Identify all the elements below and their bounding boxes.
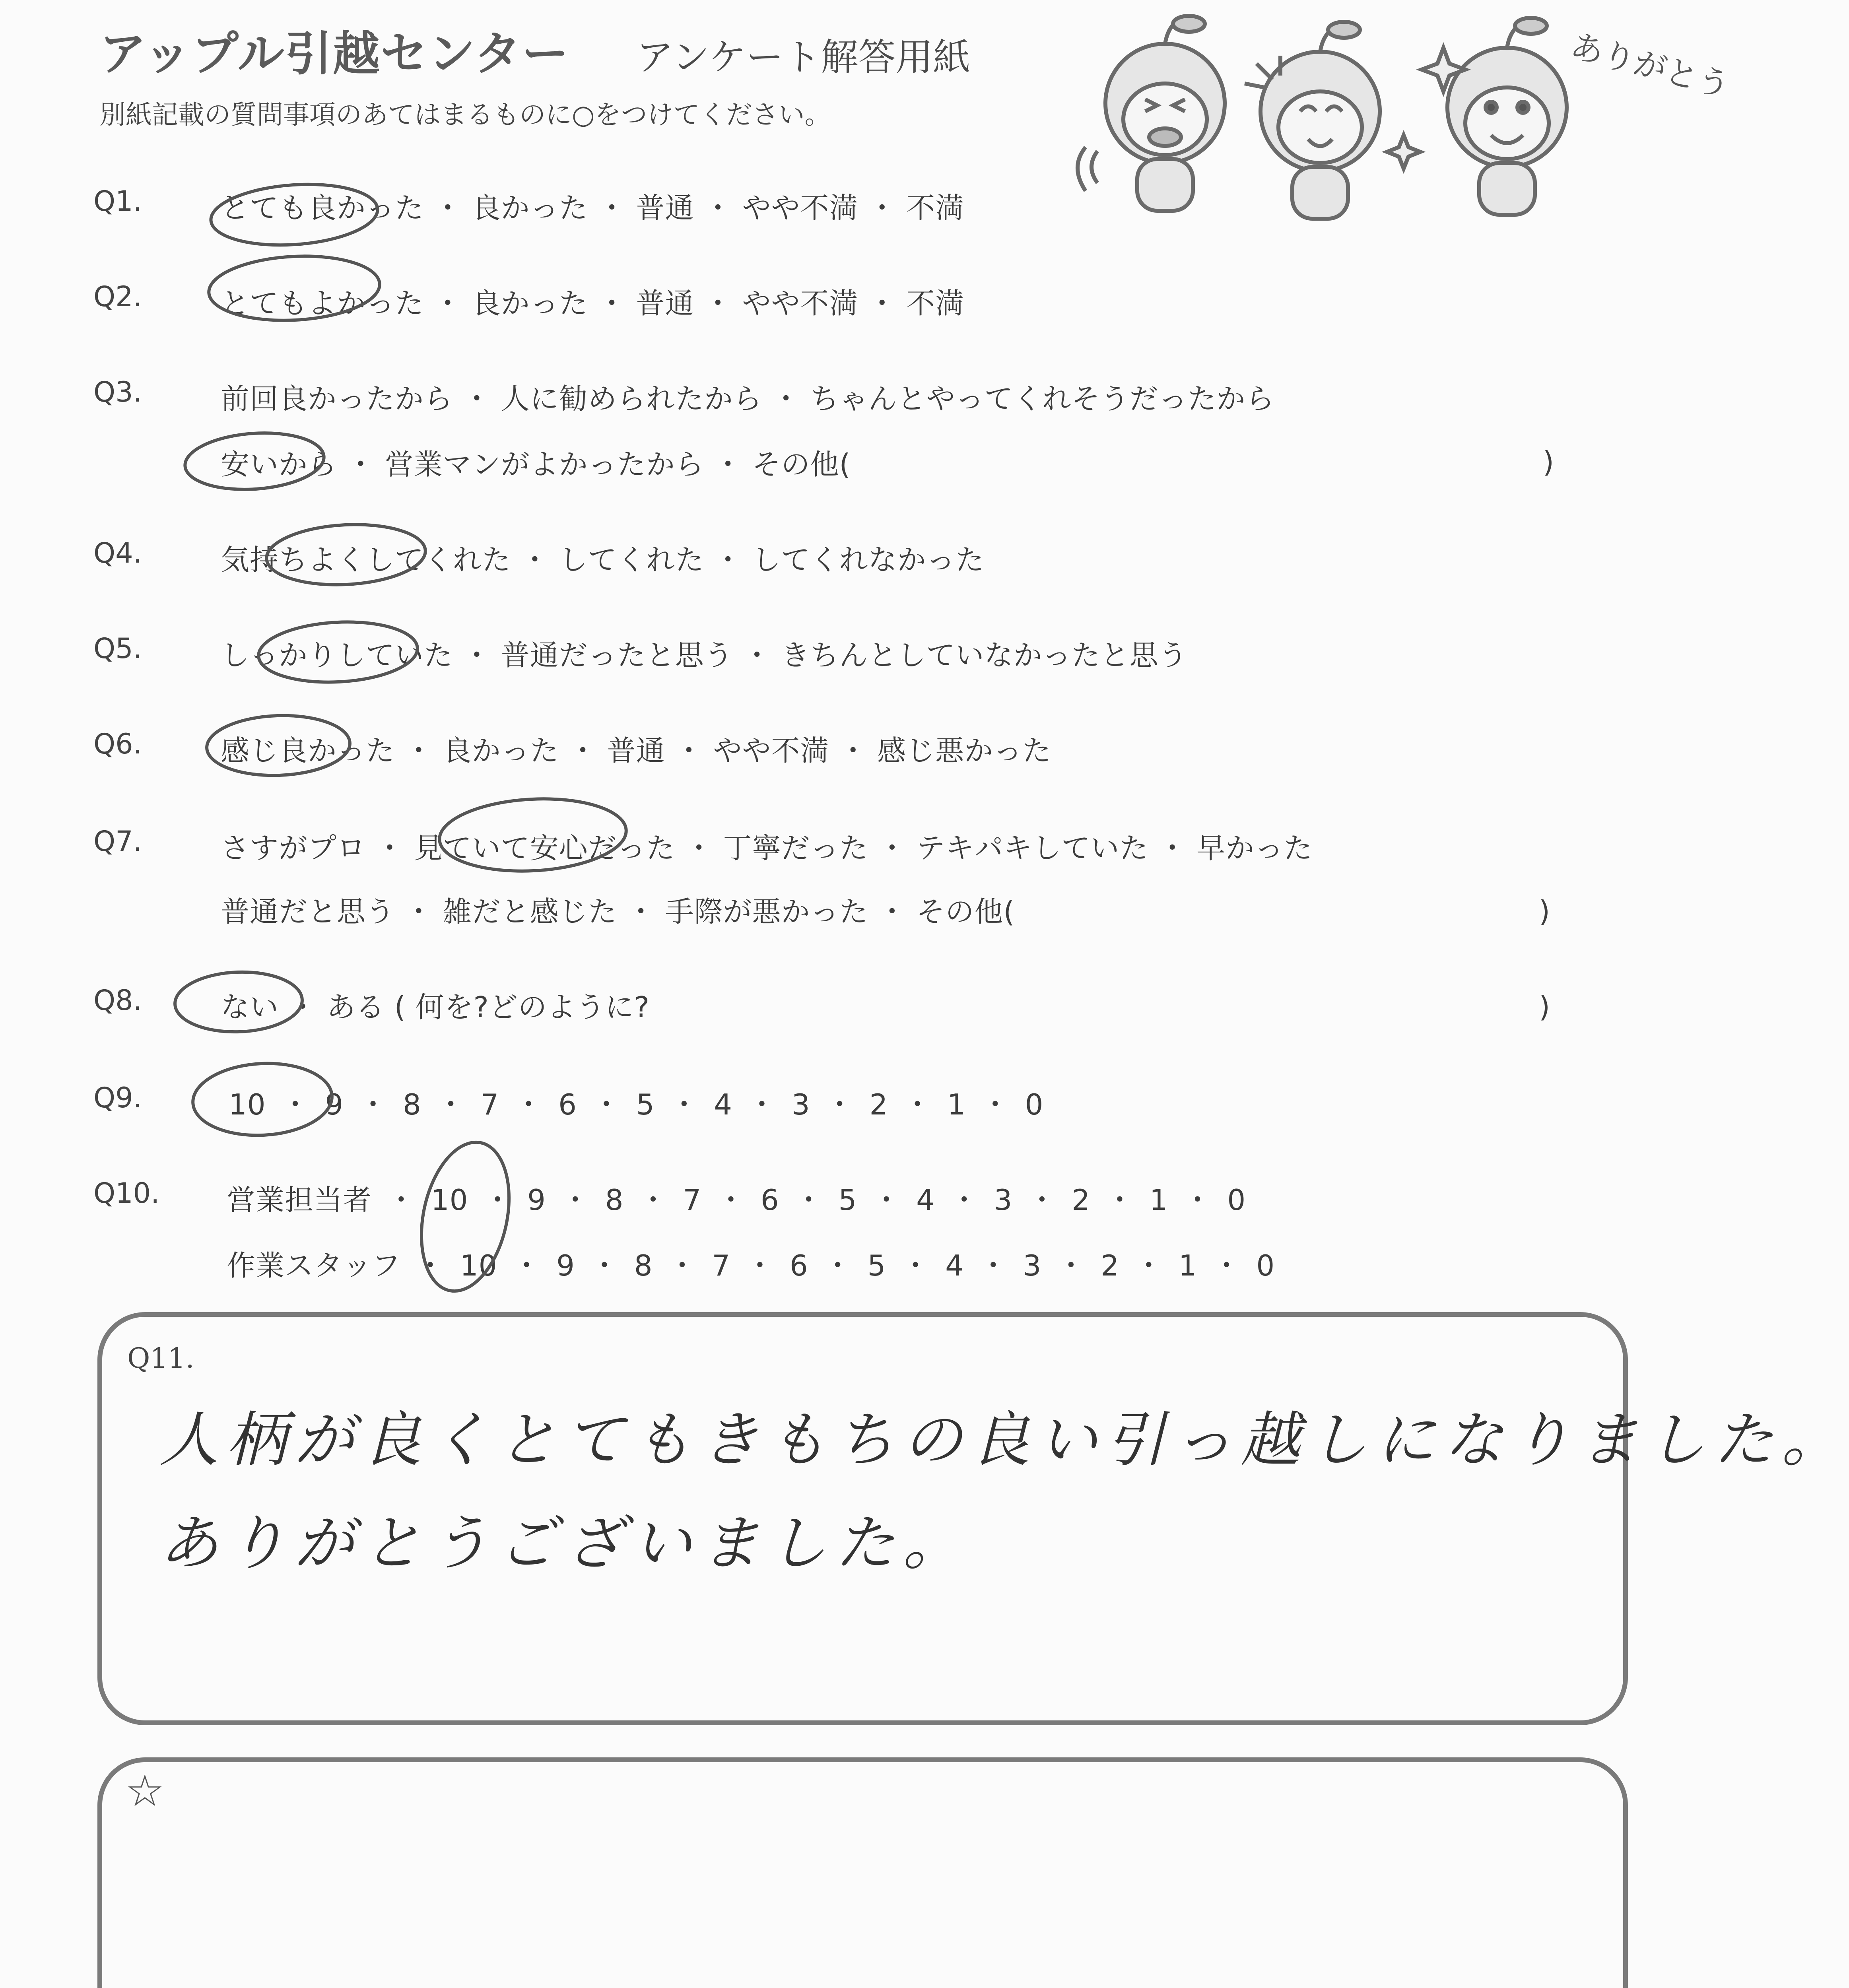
q1-answer-circle (209, 179, 379, 250)
q7-answer-circle (438, 794, 628, 876)
mascot-caption: ありがとう (1566, 27, 1734, 106)
q10-number: Q10. (93, 1177, 160, 1209)
q10-answer-circle (409, 1134, 522, 1299)
q1-number: Q1. (93, 185, 142, 217)
q1-options: とても良かった ・ 良かった ・ 普通 ・ やや不満 ・ 不満 (221, 191, 965, 225)
q8-answer-circle (174, 970, 303, 1034)
q9-scale: 10 ・ 9 ・ 8 ・ 7 ・ 6 ・ 5 ・ 4 ・ 3 ・ 2 ・ 1 ・ 0 (229, 1088, 1044, 1121)
q11-answer-line2: ありがとうございました。 (159, 1509, 971, 1578)
q3-options-line2: 安いから ・ 営業マンがよかったから ・ その他( (221, 448, 851, 481)
q6-answer-circle (206, 713, 351, 778)
q10-sales-scale: 営業担当者 ・ 10 ・ 9 ・ 8 ・ 7 ・ 6 ・ 5 ・ 4 ・ 3 ・ 2 ・ 1 ・ 0 (227, 1183, 1246, 1217)
q3-close-paren: ) (1543, 445, 1554, 479)
q2-number: Q2. (93, 280, 142, 313)
instruction-text: 別紙記載の質問事項のあてはまるものに○をつけてください。 (99, 99, 831, 130)
q4-options: 気持ちよくしてくれた ・ してくれた ・ してくれなかった (221, 543, 985, 577)
q3-answer-circle (183, 429, 326, 494)
q2-answer-circle (207, 252, 381, 324)
star-comment-box (97, 1757, 1628, 1988)
q9-answer-circle (191, 1060, 334, 1139)
q4-answer-circle (265, 521, 427, 589)
q2-options: とてもよかった ・ 良かった ・ 普通 ・ やや不満 ・ 不満 (221, 287, 965, 320)
q4-number: Q4. (93, 537, 142, 569)
q11-answer-line1: 人柄が良くとてもきもちの良い引っ越しになりました。 (159, 1406, 1849, 1475)
q6-options: 感じ良かった ・ 良かった ・ 普通 ・ やや不満 ・ 感じ悪かった (221, 734, 1052, 767)
company-title: アップル引越センター (99, 26, 570, 81)
q5-number: Q5. (93, 632, 142, 665)
q8-close-paren: ) (1539, 990, 1550, 1023)
q7-number: Q7. (93, 825, 142, 858)
q9-number: Q9. (93, 1081, 142, 1114)
q11-label: Q11. (127, 1342, 194, 1375)
q7-options-line2: 普通だと思う ・ 雑だと感じた ・ 手際が悪かった ・ その他( (221, 895, 1015, 928)
star-icon: ☆ (125, 1765, 165, 1816)
q10-staff-scale: 作業スタッフ ・ 10 ・ 9 ・ 8 ・ 7 ・ 6 ・ 5 ・ 4 ・ 3 ・ 2 ・ 1 ・ 0 (227, 1249, 1275, 1282)
q3-number: Q3. (93, 376, 142, 408)
q6-number: Q6. (93, 728, 142, 760)
form-title: アンケート解答用紙 (636, 36, 971, 79)
q5-answer-circle (257, 618, 419, 686)
q8-number: Q8. (93, 984, 142, 1017)
q5-options: しっかりしていた ・ 普通だったと思う ・ きちんとしていなかったと思う (221, 639, 1188, 672)
q7-options-line1: さすがプロ ・ 見ていて安心だった ・ 丁寧だった ・ テキパキしていた ・ 早かった (221, 831, 1313, 865)
q8-options: ない ・ ある ( 何を?どのように? (221, 990, 650, 1024)
q7-close-paren: ) (1539, 895, 1550, 928)
q3-options-line1: 前回良かったから ・ 人に勧められたから ・ ちゃんとやってくれそうだったから (221, 382, 1275, 415)
